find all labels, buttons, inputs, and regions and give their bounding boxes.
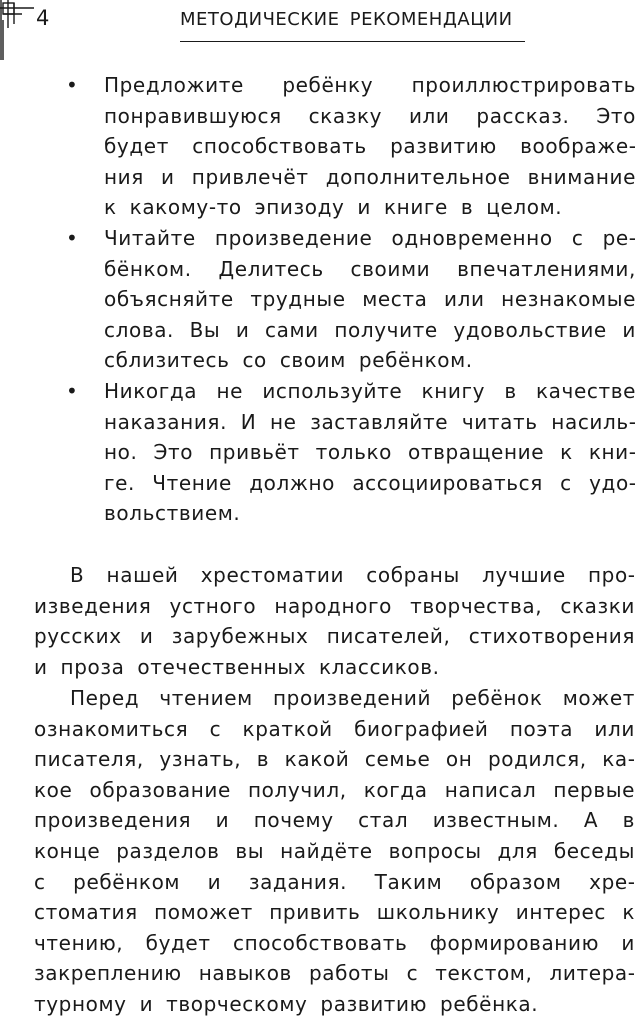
list-item [66,223,636,376]
recommendation-list [66,70,636,529]
body-paragraph: В нашей хрестоматии собраны лучшие произведения устного народного творчества, сказки русских и зарубежных писателей, стихотворения и проза отечественных классиков. [34,563,635,679]
bullet-icon: • [66,378,78,403]
list-item [66,376,636,529]
running-head: МЕТОДИЧЕСКИЕ РЕКОМЕНДАЦИИ [180,9,513,30]
header-rule [180,41,525,42]
list-item [66,70,636,223]
list-item-text: Читайте произведение одновременно с ребёнком. Делитесь своими впечатлениями, объясняйте трудные места или незнакомые слова. Вы и сами получите удовольствие и сблизитесь со своим ребёнком. [104,225,636,373]
corner-ornament-icon [0,0,34,60]
list-item-text: Никогда не используйте книгу в качестве наказания. И не заставляйте читать насильно. Это привьёт только отвращение к книге. Чтение должно ассоциироваться с удовольствием. [104,378,636,526]
list-item-text: Предложите ребёнку проиллюстрировать понравившуюся сказку или рассказ. Это будет способствовать развитию воображения и привлечёт дополнительное внимание к какому-то эпизоду и книге в целом. [104,73,636,220]
bullet-icon: • [66,73,78,97]
body-paragraph: Перед чтением произведений ребёнок может ознакомиться с краткой биографией поэта или писателя, узнать, в какой семье он родился, какое образование получил, когда написал первые произведения и почему стал известным. А в конце разделов вы найдёте вопросы для беседы с ребёнком и задания. Таким образом хрестоматия поможет привить школьнику интерес к чтению, будет способствовать формированию и закреплению навыков работы с текстом, литературному и творческому развитию ребёнка. [34,686,635,1016]
page-number: 4 [36,6,50,30]
bullet-icon: • [66,225,78,250]
